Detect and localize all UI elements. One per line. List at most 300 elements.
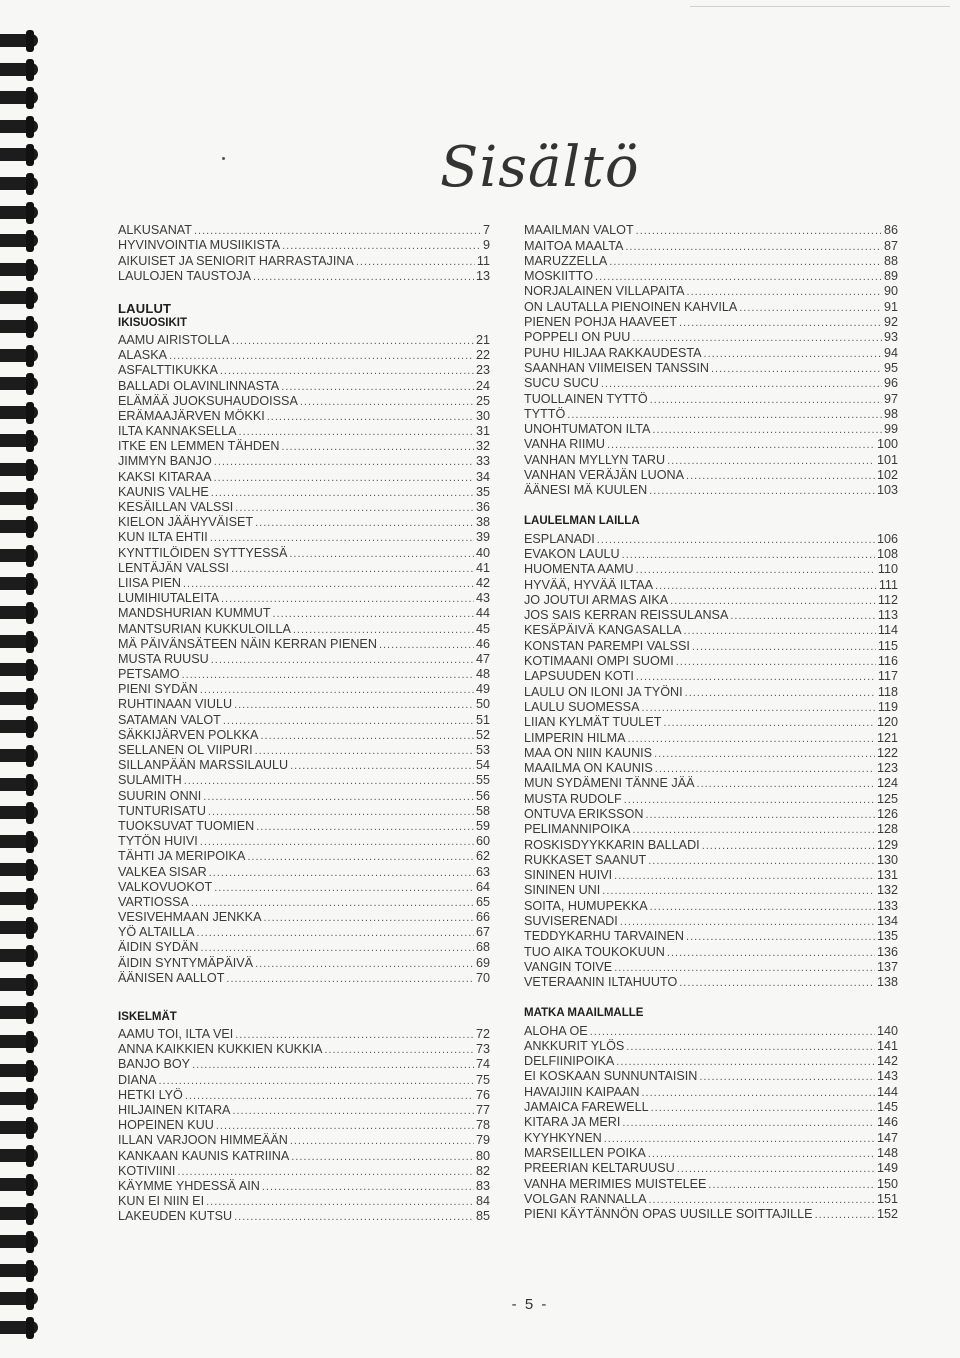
spiral-ring [0, 463, 38, 476]
toc-entry-title: VESIVEHMAAN JENKKA [118, 910, 262, 925]
spiral-ring [0, 120, 38, 133]
toc-entry-title: TEDDYKARHU TARVAINEN [524, 929, 685, 944]
dot-leader [590, 1026, 875, 1038]
dot-leader [267, 411, 474, 423]
toc-entry-page: 90 [883, 284, 898, 299]
dot-leader [226, 973, 474, 985]
dot-leader [234, 1211, 474, 1223]
toc-entry-page: 75 [475, 1072, 490, 1087]
toc-entry-title: HUOMENTA AAMU [524, 562, 634, 577]
toc-entry-page: 31 [475, 424, 490, 439]
toc-entry-page: 82 [475, 1163, 490, 1178]
toc-entry-title: MUN SYDÄMENI TÄNNE JÄÄ [524, 776, 695, 791]
dot-leader [223, 715, 474, 727]
toc-entry-page: 58 [475, 803, 490, 818]
toc-entry-page: 147 [876, 1130, 898, 1145]
dot-leader [260, 730, 474, 742]
dot-leader [197, 927, 474, 939]
toc-entry-page: 115 [877, 638, 898, 653]
toc-entry [118, 222, 490, 237]
toc-entry [524, 530, 898, 545]
toc-entry-title: VANHA RIIMU [524, 437, 605, 452]
toc-entry-page: 140 [876, 1023, 898, 1038]
toc-entry [118, 636, 490, 651]
toc-entry-page: 92 [883, 315, 898, 330]
dot-leader [214, 882, 474, 894]
toc-entry [118, 727, 490, 742]
toc-entry-title: POPPELI ON PUU [524, 330, 631, 345]
toc-entry [118, 666, 490, 681]
toc-entry-page: 46 [475, 636, 490, 651]
spiral-ring [0, 320, 38, 333]
toc-entry [524, 775, 898, 790]
dot-leader [200, 836, 474, 848]
dot-leader [289, 548, 474, 560]
dot-leader [255, 745, 474, 757]
toc-entry-title: LAKEUDEN KUTSU [118, 1209, 233, 1224]
dot-leader [648, 855, 875, 867]
dot-leader [739, 302, 882, 314]
toc-entry-title: ASFALTTIKUKKA [118, 363, 218, 378]
dot-leader [684, 625, 876, 637]
toc-entry [524, 867, 898, 882]
dot-leader [253, 271, 474, 283]
toc-entry-page: 121 [876, 730, 898, 745]
toc-entry-page: 119 [877, 699, 898, 714]
toc-entry [524, 344, 898, 359]
toc-entry-page: 83 [475, 1178, 490, 1193]
toc-entry-page: 131 [876, 868, 898, 883]
toc-entry-page: 33 [475, 454, 490, 469]
toc-entry [118, 423, 490, 438]
dot-leader [636, 564, 876, 576]
spiral-ring [0, 863, 38, 876]
toc-entry-page: 79 [475, 1133, 490, 1148]
toc-entry-title: TUNTURISATU [118, 803, 206, 818]
toc-entry-title: AIKUISET JA SENIORIT HARRASTAJINA [118, 253, 354, 268]
dot-leader [281, 381, 474, 393]
toc-entry-title: ÄIDIN SYDÄN [118, 940, 199, 955]
toc-entry-page: 94 [883, 345, 898, 360]
dot-leader [636, 225, 882, 237]
toc-entry-title: LIISA PIEN [118, 575, 181, 590]
dot-leader [200, 942, 474, 954]
toc-entry [118, 1193, 490, 1208]
toc-entry [524, 836, 898, 851]
toc-entry [118, 1041, 490, 1056]
toc-entry-title: KESÄPÄIVÄ KANGASALLA [524, 623, 682, 638]
dot-leader [627, 733, 875, 745]
toc-entry-page: 151 [876, 1191, 898, 1206]
toc-entry [524, 928, 898, 943]
dot-leader [231, 563, 474, 575]
spiral-ring [0, 492, 38, 505]
toc-entry-page: 125 [876, 791, 898, 806]
toc-entry [118, 1178, 490, 1193]
toc-entry-title: HYVINVOINTIA MUSIIKISTA [118, 238, 281, 253]
dot-leader [206, 1196, 474, 1208]
toc-entry-page: 123 [876, 761, 898, 776]
spiral-ring [0, 263, 38, 276]
toc-entry-title: JIMMYN BANJO [118, 454, 212, 469]
toc-entry-title: MANDSHURIAN KUMMUT [118, 606, 271, 621]
toc-entry [118, 711, 490, 726]
toc-entry-title: LENTÄJÄN VALSSI [118, 560, 230, 575]
toc-entry-title: MAITOA MAALTA [524, 238, 624, 253]
spiral-ring [0, 1264, 38, 1277]
toc-entry-title: KÄYMME YHDESSÄ AIN [118, 1178, 260, 1193]
spiral-ring [0, 1064, 38, 1077]
toc-entry-title: ANKKURIT YLÖS [524, 1038, 625, 1053]
toc-entry-page: 42 [475, 575, 490, 590]
dot-leader [203, 791, 474, 803]
toc-entry-page: 41 [475, 560, 490, 575]
dot-leader [220, 365, 474, 377]
spiral-ring [0, 291, 38, 304]
toc-entry-title: LAPSUUDEN KOTI [524, 669, 634, 684]
toc-entry-page: 43 [475, 591, 490, 606]
toc-entry-title: JAMAICA FAREWELL [524, 1100, 649, 1115]
toc-entry [118, 590, 490, 605]
toc-entry-page: 110 [877, 562, 898, 577]
toc-entry-title: MÄ PÄIVÄNSÄTEEN NÄIN KERRAN PIENEN [118, 636, 377, 651]
toc-entry [118, 393, 490, 408]
toc-entry [118, 833, 490, 848]
dot-leader [650, 394, 882, 406]
toc-entry-title: TUOKSUVAT TUOMIEN [118, 818, 255, 833]
dot-leader [293, 624, 474, 636]
toc-entry [524, 592, 898, 607]
toc-entry-page: 89 [883, 269, 898, 284]
spiral-ring [0, 835, 38, 848]
dot-leader [626, 1041, 875, 1053]
toc-entry [524, 806, 898, 821]
toc-entry-title: ONTUVA ERIKSSON [524, 806, 644, 821]
toc-entry-title: EI KOSKAAN SUNNUNTAISIN [524, 1069, 698, 1084]
toc-entry [524, 1145, 898, 1160]
toc-entry [118, 377, 490, 392]
dot-leader [256, 821, 474, 833]
spiral-ring [0, 91, 38, 104]
toc-entry-page: 74 [475, 1057, 490, 1072]
toc-entry-page: 9 [482, 238, 490, 253]
spiral-ring [0, 1235, 38, 1248]
dot-leader [210, 532, 474, 544]
toc-entry-title: RUKKASET SAANUT [524, 852, 647, 867]
dot-leader [263, 912, 474, 924]
dot-leader [291, 1151, 474, 1163]
spiral-ring [0, 377, 38, 390]
toc-entry-title: ILTA KANNAKSELLA [118, 424, 237, 439]
toc-entry [118, 772, 490, 787]
dot-leader [641, 1087, 875, 1099]
toc-entry-title: VALKOVUOKOT [118, 879, 213, 894]
toc-entry-title: MAA ON NIIN KAUNIS [524, 745, 653, 760]
dot-leader [235, 502, 474, 514]
toc-entry [118, 848, 490, 863]
toc-entry-page: 88 [883, 253, 898, 268]
dot-leader [177, 1166, 474, 1178]
toc-entry-title: SININEN HUIVI [524, 868, 613, 883]
dot-leader [654, 748, 875, 760]
toc-entry-title: ALASKA [118, 348, 168, 363]
toc-entry-title: SÄKKIJÄRVEN POLKKA [118, 727, 259, 742]
spiral-ring [0, 349, 38, 362]
toc-entry-title: KUN EI NIIN EI [118, 1194, 205, 1209]
toc-entry [524, 1160, 898, 1175]
toc-entry [118, 575, 490, 590]
spiral-ring [0, 692, 38, 705]
spiral-ring [0, 749, 38, 762]
toc-entry [524, 561, 898, 576]
toc-entry [118, 879, 490, 894]
toc-entry-title: HYVÄÄ, HYVÄÄ ILTAA [524, 577, 654, 592]
toc-entry-page: 38 [475, 515, 490, 530]
dot-leader [273, 608, 474, 620]
dot-leader [679, 317, 882, 329]
toc-entry [524, 1175, 898, 1190]
dot-leader [214, 472, 474, 484]
toc-entry [524, 1129, 898, 1144]
dot-leader [183, 578, 474, 590]
spiral-ring [0, 520, 38, 533]
toc-entry [118, 757, 490, 772]
page-number: - 5 - [511, 1296, 549, 1313]
toc-entry-page: 136 [876, 944, 898, 959]
toc-entry [524, 1068, 898, 1083]
dot-leader [239, 426, 474, 438]
dot-leader [255, 517, 474, 529]
toc-entry [118, 514, 490, 529]
toc-entry [524, 882, 898, 897]
toc-entry-page: 72 [475, 1027, 490, 1041]
spiral-ring [0, 1321, 38, 1334]
toc-entry-title: PIENEN POHJA HAAVEET [524, 315, 678, 330]
toc-entry-title: SUCU SUCU [524, 376, 599, 391]
toc-entry-page: 113 [877, 608, 898, 623]
toc-entry-title: ELÄMÄÄ JUOKSUHAUDOISSA [118, 393, 298, 408]
toc-entry [524, 959, 898, 974]
toc-entry-title: PELIMANNIPOIKA [524, 822, 631, 837]
toc-entry [524, 467, 898, 482]
toc-entry [118, 252, 490, 267]
toc-entry-title: VANHA MERIMIES MUISTELEE [524, 1176, 707, 1191]
dot-leader [641, 702, 875, 714]
toc-entry-title: HAVAIJIIN KAIPAAN [524, 1084, 640, 1099]
toc-entry-page: 120 [876, 715, 898, 730]
toc-entry-page: 13 [475, 268, 490, 283]
toc-entry [118, 347, 490, 362]
toc-entry-title: VOLGAN RANNALLA [524, 1191, 647, 1206]
toc-entry [524, 298, 898, 313]
dot-leader [597, 534, 875, 546]
subsection-heading: ISKELMÄT [118, 1010, 177, 1023]
dot-leader [232, 1105, 474, 1117]
dot-leader [194, 225, 481, 237]
toc-entry-title: BANJO BOY [118, 1057, 191, 1072]
toc-entry-title: SILLANPÄÄN MARSSILAULU [118, 758, 289, 773]
toc-entry [524, 790, 898, 805]
spiral-ring [0, 549, 38, 562]
toc-entry [118, 863, 490, 878]
toc-entry-page: 65 [475, 894, 490, 909]
toc-entry-title: VANHAN MYLLYN TARU [524, 452, 666, 467]
dot-leader [216, 1120, 474, 1132]
toc-entry-page: 138 [876, 975, 898, 990]
toc-entry-page: 137 [876, 959, 898, 974]
spiral-ring [0, 1178, 38, 1191]
dot-leader [290, 1135, 474, 1147]
dot-leader [379, 639, 474, 651]
toc-entry-title: MOSKIITTO [524, 269, 594, 284]
toc-entry [118, 529, 490, 544]
toc-entry [118, 696, 490, 711]
toc-entry [118, 1102, 490, 1117]
toc-entry-title: ALOHA OE [524, 1023, 588, 1038]
toc-entry-page: 52 [475, 727, 490, 742]
toc-entry-title: TYTÖN HUIVI [118, 834, 198, 849]
toc-entry-title: BALLADI OLAVINLINNASTA [118, 378, 280, 393]
toc-entry-page: 22 [475, 348, 490, 363]
dot-leader [192, 1059, 474, 1071]
toc-entry [524, 406, 898, 421]
toc-entry-page: 44 [475, 606, 490, 621]
dot-leader [200, 684, 474, 696]
dot-leader [209, 867, 474, 879]
subsection-heading: LAULELMAN LAILLA [524, 515, 640, 528]
spiral-ring [0, 177, 38, 190]
toc-entry-title: MUSTA RUDOLF [524, 791, 622, 806]
spiral-ring [0, 63, 38, 76]
dot-leader [616, 1056, 875, 1068]
dot-leader [667, 947, 875, 959]
toc-entry-title: SUVISERENADI [524, 914, 618, 929]
dot-leader [208, 806, 474, 818]
dot-leader [699, 1071, 875, 1083]
toc-entry [118, 939, 490, 954]
toc-entry [524, 237, 898, 252]
toc-entry-page: 122 [876, 745, 898, 760]
top-edge-line [690, 6, 950, 7]
toc-entry [524, 314, 898, 329]
toc-entry-page: 23 [475, 363, 490, 378]
toc-entry-page: 35 [475, 484, 490, 499]
toc-entry-page: 76 [475, 1087, 490, 1102]
spiral-ring [0, 778, 38, 791]
toc-entry [524, 821, 898, 836]
toc-entry-page: 106 [876, 531, 898, 546]
toc-entry-page: 149 [876, 1161, 898, 1176]
toc-entry-page: 100 [876, 437, 898, 452]
toc-entry-page: 84 [475, 1194, 490, 1209]
dot-leader [247, 851, 474, 863]
toc-entry-page: 97 [883, 391, 898, 406]
toc-entry-page: 146 [876, 1115, 898, 1130]
toc-entry-page: 128 [876, 822, 898, 837]
toc-entry-page: 133 [876, 898, 898, 913]
spiral-ring [0, 1006, 38, 1019]
dot-leader [663, 717, 875, 729]
spiral-ring [0, 1035, 38, 1048]
toc-entry [524, 637, 898, 652]
toc-entry [118, 544, 490, 559]
toc-entry-title: AAMU AIRISTOLLA [118, 332, 230, 347]
dot-leader [567, 409, 882, 421]
toc-entry-title: SELLANEN OL VIIPURI [118, 743, 253, 757]
section-heading: LAULUT [118, 300, 172, 316]
dot-leader [676, 656, 876, 668]
toc-entry-page: 98 [883, 406, 898, 421]
dot-leader [650, 901, 875, 913]
toc-entry-page: 148 [876, 1145, 898, 1160]
dot-leader [670, 595, 876, 607]
toc-entry-page: 87 [883, 238, 898, 253]
toc-entry-title: MAAILMA ON KAUNIS [524, 761, 653, 776]
spiral-ring [0, 234, 38, 247]
spiral-ring [0, 663, 38, 676]
toc-entry-title: UNOHTUMATON ILTA [524, 422, 651, 437]
toc-entry [524, 1038, 898, 1053]
toc-entry-title: LAULU SUOMESSA [524, 699, 640, 714]
dot-leader [687, 286, 882, 298]
toc-entry-title: ANNA KAIKKIEN KUKKIEN KUKKIA [118, 1042, 323, 1057]
toc-entry [524, 268, 898, 283]
toc-entry-page: 21 [475, 332, 490, 347]
dot-leader [211, 487, 474, 499]
toc-entry [118, 1163, 490, 1178]
toc-entry-title: KANKAAN KAUNIS KATRIINA [118, 1148, 290, 1163]
toc-entry-title: TYTTÖ [524, 406, 566, 421]
toc-entry-title: KOTIVIINI [118, 1163, 176, 1178]
toc-entry-title: NORJALAINEN VILLAPAITA [524, 284, 685, 299]
spiral-ring [0, 892, 38, 905]
toc-entry [118, 438, 490, 453]
toc-entry [118, 954, 490, 969]
dot-leader [300, 396, 474, 408]
toc-entry-page: 103 [876, 483, 898, 498]
intro-list [118, 222, 490, 283]
toc-entry-title: ALKUSANAT [118, 223, 192, 238]
toc-entry-title: EVAKON LAULU [524, 546, 620, 561]
toc-entry-title: PIENI SYDÄN [118, 682, 198, 697]
toc-entry [524, 1099, 898, 1114]
spiral-ring [0, 406, 38, 419]
toc-entry [118, 332, 490, 347]
toc-entry-page: 25 [475, 393, 490, 408]
dot-leader [652, 424, 882, 436]
toc-entry [524, 375, 898, 390]
toc-entry-title: PIENI KÄYTÄNNÖN OPAS UUSILLE SOITTAJILLE [524, 1207, 813, 1222]
toc-entry-title: MUSTA RUUSU [118, 651, 209, 666]
toc-entry-title: LIIAN KYLMÄT TUULET [524, 715, 662, 730]
dot-leader [679, 977, 875, 989]
dot-leader [262, 1181, 474, 1193]
toc-entry-page: 73 [475, 1042, 490, 1057]
dot-leader [677, 1163, 875, 1175]
toc-entry-title: PREERIAN KELTARUUSU [524, 1161, 675, 1176]
dot-leader [632, 332, 882, 344]
toc-entry-page: 91 [883, 299, 898, 314]
toc-entry [524, 622, 898, 637]
toc-entry-page: 53 [475, 743, 490, 757]
toc-entry [118, 1087, 490, 1102]
toc-entry-page: 117 [877, 669, 898, 684]
toc-entry-title: ERÄMAAJÄRVEN MÖKKI [118, 408, 265, 423]
toc-entry-title: YÖ ALTAILLA [118, 925, 195, 940]
toc-entry [524, 1206, 898, 1221]
toc-entry-page: 56 [475, 788, 490, 803]
toc-entry-title: LAULU ON ILONI JA TYÖNI [524, 684, 683, 699]
